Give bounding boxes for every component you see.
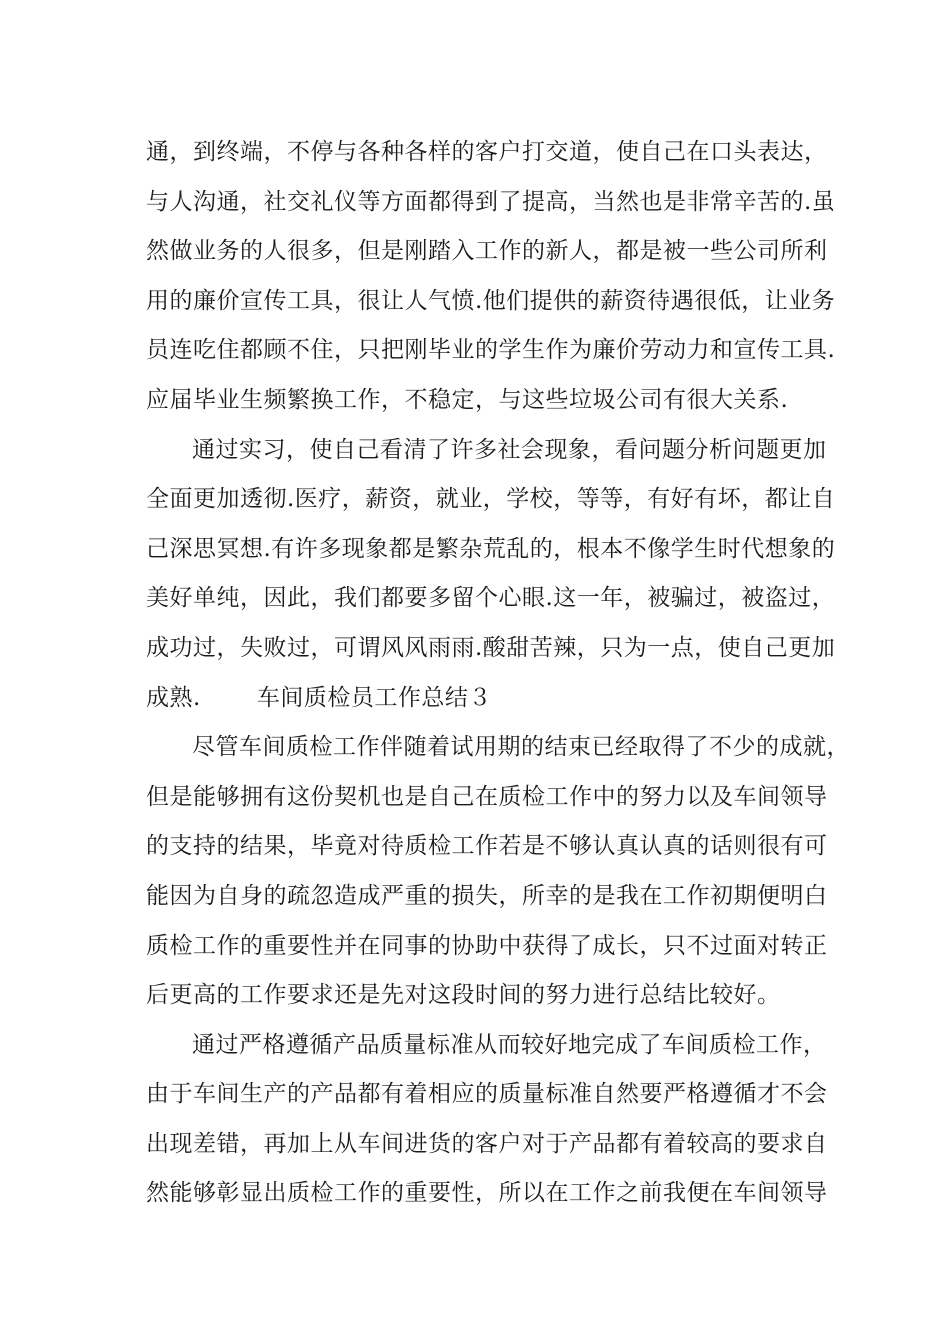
text-line: 出现差错，再加上从车间进货的客户对于产品都有着较高的要求自 (146, 1130, 828, 1157)
text-line: 全面更加透彻.医疗，薪资，就业，学校，等等，有好有坏，都让自 (146, 486, 836, 513)
text-line: 能因为自身的疏忽造成严重的损失，所幸的是我在工作初期便明白 (146, 882, 828, 909)
text-line: 美好单纯，因此，我们都要多留个心眼.这一年，被骗过，被盗过， (146, 585, 836, 612)
text-line: 成功过，失败过，可谓风风雨雨.酸甜苦辣，只为一点，使自己更加 (146, 634, 836, 661)
text-line: 己深思冥想.有许多现象都是繁杂荒乱的，根本不像学生时代想象的 (146, 535, 836, 562)
text-line: 质检工作的重要性并在同事的协助中获得了成长，只不过面对转正 (146, 932, 828, 959)
text-line: 由于车间生产的产品都有着相应的质量标准自然要严格遵循才不会 (146, 1081, 828, 1108)
text-line: 应届毕业生频繁换工作，不稳定，与这些垃圾公司有很大关系. (146, 386, 789, 413)
text-line: 但是能够拥有这份契机也是自己在质检工作中的努力以及车间领导 (146, 783, 828, 810)
text-line: 用的廉价宣传工具，很让人气愤.他们提供的薪资待遇很低，让业务 (146, 287, 836, 314)
text-line: 尽管车间质检工作伴随着试用期的结束已经取得了不少的成就， (192, 734, 850, 761)
text-line: 然做业务的人很多，但是刚踏入工作的新人，都是被一些公司所利 (146, 238, 828, 265)
section-heading: 车间质检员工作总结３ (256, 684, 492, 711)
document-body (146, 128, 850, 1219)
text-line: 与人沟通，社交礼仪等方面都得到了提高，当然也是非常辛苦的.虽 (146, 188, 836, 215)
text-line: 通过严格遵循产品质量标准从而较好地完成了车间质检工作， (192, 1031, 827, 1058)
text-line: 通，到终端，不停与各种各样的客户打交道，使自己在口头表达， (146, 139, 828, 165)
text-line-with-heading (146, 674, 836, 724)
text-line: 员连吃住都顾不住，只把刚毕业的学生作为廉价劳动力和宣传工具. (146, 337, 836, 364)
text-line: 通过实习，使自己看清了许多社会现象，看问题分析问题更加 (192, 436, 827, 463)
text-line: 后更高的工作要求还是先对这段时间的努力进行总结比较好。 (146, 982, 781, 1009)
text-line: 成熟. (146, 684, 201, 711)
text-line: 的支持的结果，毕竟对待质检工作若是不够认真认真的话则很有可 (146, 833, 828, 860)
text-line: 然能够彰显出质检工作的重要性，所以在工作之前我便在车间领导 (146, 1180, 828, 1207)
